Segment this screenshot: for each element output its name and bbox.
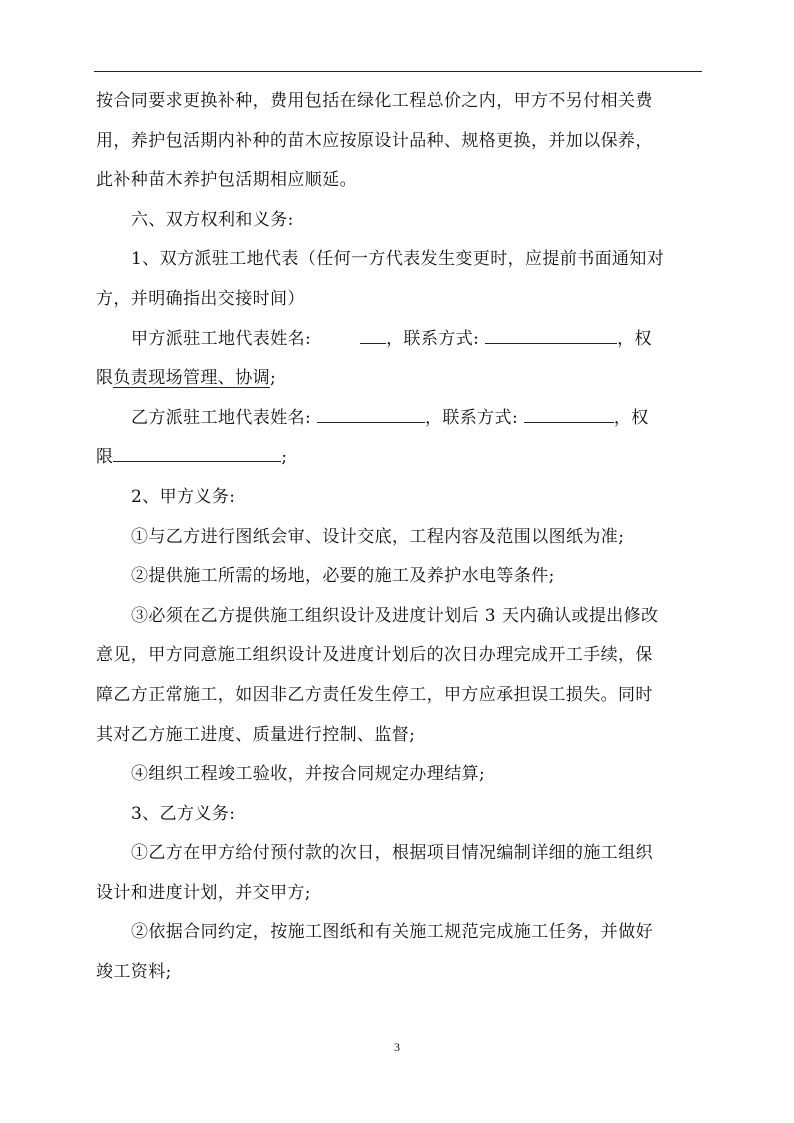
clause-1-line: 1、双方派驻工地代表（任何一方代表发生变更时，应提前书面通知对 [131, 249, 665, 270]
party-a-representative-line [96, 320, 702, 360]
party-b-representative-line [96, 399, 702, 439]
party-b-authority-field[interactable] [113, 461, 281, 462]
paragraph-line: 用，养护包活期内补种的苗木应按原设计品种、规格更换，并加以保养， [96, 130, 653, 151]
party-a-obligation: ②提供施工所需的场地，必要的施工及养护水电等条件; [131, 566, 555, 587]
party-b-obligation: ②依据合同约定，按施工图纸和有关施工规范完成施工任务，并做好 [131, 922, 653, 943]
party-b-obligation-line: 设计和进度计划，并交甲方; [96, 882, 311, 903]
party-b-name-field[interactable] [317, 422, 425, 423]
party-a-contact-field[interactable] [485, 343, 617, 344]
party-b-authority-line [96, 438, 702, 478]
party-a-obligations-heading: 2、甲方义务: [131, 486, 236, 507]
party-a-obligation: ①与乙方进行图纸会审、设计交底，工程内容及范围以图纸为准; [131, 526, 625, 547]
header-rule [94, 71, 702, 72]
party-b-contact-field[interactable] [524, 422, 614, 423]
semicolon: ; [281, 447, 288, 468]
semicolon: ; [270, 368, 277, 389]
party-a-rep-label: 甲方派驻工地代表姓名: [131, 328, 312, 349]
party-a-obligation-line: 障乙方正常施工，如因非乙方责任发生停工，甲方应承担误工损失。同时 [96, 684, 653, 705]
clause-1-line: 方，并明确指出交接时间） [96, 288, 305, 309]
party-a-obligation-line: 意见，甲方同意施工组织设计及进度计划后的次日办理完成开工手续，保 [96, 645, 653, 666]
party-b-obligation: ①乙方在甲方给付预付款的次日，根据项目情况编制详细的施工组织 [131, 843, 653, 864]
party-b-authority-label: ，权 [613, 407, 649, 428]
party-a-name-field[interactable] [360, 343, 386, 344]
page-number: 3 [394, 1040, 400, 1054]
party-a-obligation: ③必须在乙方提供施工组织设计及进度计划后 3 天内确认或提出修改 [131, 605, 659, 626]
party-a-obligation-line: 其对乙方施工进度、质量进行控制、监督; [96, 724, 416, 745]
paragraph-line: 按合同要求更换补种，费用包括在绿化工程总价之内，甲方不另付相关费 [96, 91, 653, 111]
party-b-obligations-heading: 3、乙方义务: [131, 803, 236, 824]
party-a-contact-label: ，联系方式: [386, 328, 480, 349]
party-a-authority-line [96, 359, 702, 399]
paragraph-line: 此补种苗木养护包活期相应顺延。 [96, 170, 357, 191]
authority-suffix: 限 [96, 447, 114, 468]
party-a-obligation: ④组织工程竣工验收，并按合同规定办理结算; [131, 764, 486, 785]
party-a-authority-value[interactable]: 负责现场管理、协调 [113, 368, 271, 389]
authority-suffix: 限 [96, 368, 114, 389]
section-heading-rights: 六、双方权利和义务: [131, 209, 294, 230]
contract-page-body [96, 82, 702, 993]
party-b-contact-label: ，联系方式: [424, 407, 519, 428]
party-b-rep-label: 乙方派驻工地代表姓名: [131, 407, 312, 428]
party-a-authority-label: ，权 [617, 328, 652, 349]
party-b-obligation-line: 竣工资料; [96, 962, 172, 983]
